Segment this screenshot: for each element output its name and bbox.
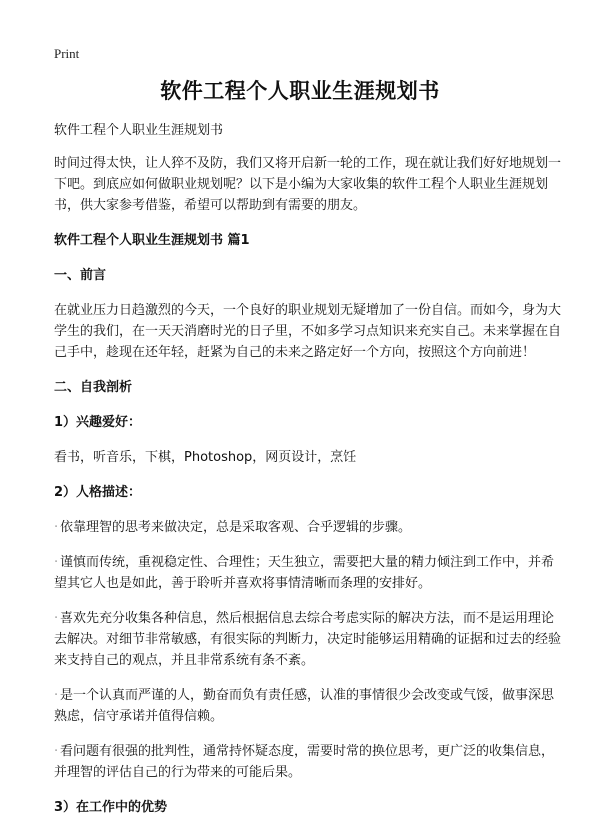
bullet-dot-icon: · — [54, 611, 59, 626]
intro-paragraph: 时间过得太快，让人猝不及防，我们又将开启新一轮的工作，现在就让我们好好地规划一下吧。到底应如何做职业规划呢？以下是小编为大家收集的软件工程个人职业生涯规划书，供大家参考借鉴，希望可以帮助到有需要的朋友。 — [54, 156, 562, 213]
subheading-personality: 2）人格描述： — [54, 485, 142, 500]
page-title: 软件工程个人职业生涯规划书 — [160, 79, 440, 103]
trait-text: 喜欢先充分收集各种信息，然后根据信息去综合考虑实际的解决方法，而不是运用理论去解决。对细节非常敏感，有很实际的判断力，决定时能够运用精确的证据和过去的经验来支持自己的观点，并且非常系统有条不紊。 — [54, 611, 562, 668]
trait-item — [54, 517, 566, 538]
trait-item — [54, 608, 566, 671]
section-heading-self-analysis: 二、自我剖析 — [54, 380, 133, 395]
bullet-dot-icon: · — [54, 688, 59, 703]
section-heading-preface: 一、前言 — [54, 268, 107, 283]
trait-text: 看问题有很强的批判性，通常持怀疑态度，需要时常的换位思考，更广泛的收集信息，并理智的评估自己的行为带来的可能后果。 — [54, 744, 555, 780]
subheading-work-advantages: 3）在工作中的优势 — [54, 800, 168, 815]
print-link[interactable]: Print — [54, 46, 80, 61]
preface-paragraph: 在就业压力日趋激烈的今天，一个良好的职业规划无疑增加了一份自信。而如今，身为大学生的我们，在一天天消磨时光的日子里，不如多学习点知识来充实自己。未来掌握在自己手中，趁现在还年轻，赶紧为自己的未来之路定好一个方向，按照这个方向前进！ — [54, 303, 562, 360]
bullet-dot-icon: · — [54, 520, 59, 535]
document-subtitle: 软件工程个人职业生涯规划书 — [54, 123, 224, 138]
subheading-hobbies: 1）兴趣爱好： — [54, 415, 142, 430]
trait-text: 是一个认真而严谨的人，勤奋而负有责任感，认准的事情很少会改变或气馁，做事深思熟虑，信守承诺并值得信赖。 — [54, 688, 555, 724]
document-body — [54, 120, 566, 818]
trait-item — [54, 685, 566, 727]
trait-text: 依靠理智的思考来做决定，总是采取客观、合乎逻辑的步骤。 — [60, 520, 412, 535]
trait-item — [54, 552, 566, 594]
article-heading: 软件工程个人职业生涯规划书 篇1 — [54, 233, 250, 248]
hobbies-paragraph: 看书，听音乐，下棋，Photoshop，网页设计，烹饪 — [54, 450, 357, 465]
trait-item — [54, 741, 566, 783]
trait-text: 谨慎而传统，重视稳定性、合理性；天生独立，需要把大量的精力倾注到工作中，并希望其它人也是如此，善于聆听并喜欢将事情清晰而条理的安排好。 — [54, 555, 555, 591]
bullet-dot-icon: · — [54, 744, 59, 759]
bullet-dot-icon: · — [54, 555, 59, 570]
